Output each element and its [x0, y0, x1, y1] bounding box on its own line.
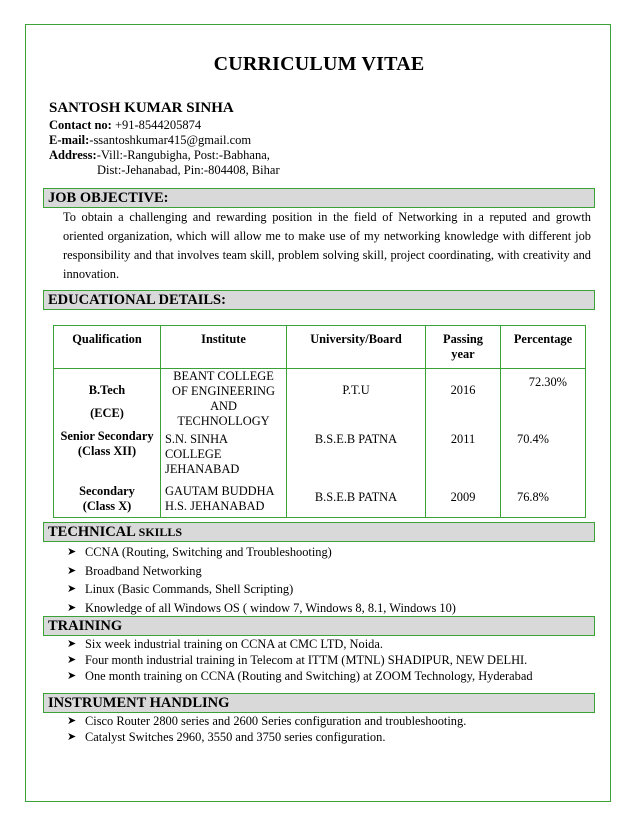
arrow-bullet-icon: ➤ — [67, 601, 77, 614]
training-list — [67, 636, 533, 684]
board-value: P.T.U — [342, 383, 370, 397]
institute-line: S.N. SINHA — [165, 432, 228, 446]
list-item-text: Knowledge of all Windows OS ( window 7, Windows 8, 8.1, Windows 10) — [85, 600, 456, 615]
section-technical-skills — [43, 522, 595, 542]
institute-cell — [161, 429, 287, 484]
institute-cell — [161, 484, 287, 517]
percentage-cell — [501, 429, 586, 484]
list-item-text: One month training on CCNA (Routing and Switching) at ZOOM Technology, Hyderabad — [85, 669, 533, 683]
email-value: -ssantoshkumar415@gmail.com — [89, 133, 252, 147]
header-passing-year: Passing year — [426, 326, 501, 369]
instrument-list — [67, 713, 466, 745]
list-item-text: Cisco Router 2800 series and 2600 Series configuration and troubleshooting. — [85, 714, 467, 728]
list-item-text: Four month industrial training in Telecom at ITTM (MTNL) SHADIPUR, NEW DELHI. — [85, 653, 528, 667]
list-item — [67, 713, 466, 729]
qualification-name: Senior Secondary — [60, 429, 154, 443]
arrow-bullet-icon: ➤ — [67, 670, 77, 682]
institute-line: AND — [210, 399, 237, 413]
arrow-bullet-icon: ➤ — [67, 546, 77, 558]
arrow-bullet-icon: ➤ — [67, 654, 77, 666]
institute-line: JEHANABAD — [165, 462, 240, 476]
section-instrument-handling: INSTRUMENT HANDLING — [43, 693, 595, 713]
year-cell — [426, 429, 501, 484]
header-university: University/Board — [287, 326, 426, 369]
qualification-sub: (Class XII) — [77, 444, 137, 458]
list-item — [67, 636, 533, 652]
list-item — [67, 580, 456, 599]
section-training: TRAINING — [43, 616, 595, 636]
percentage-cell — [501, 484, 586, 517]
header-percentage: Percentage — [501, 326, 586, 369]
board-cell — [287, 429, 426, 484]
qualification-name: B.Tech — [88, 383, 126, 397]
contact-label: Contact no: — [49, 118, 112, 132]
arrow-bullet-icon: ➤ — [67, 564, 77, 577]
qualification-sub: (ECE) — [90, 406, 124, 420]
email-label: E-mail: — [49, 133, 90, 147]
institute-line: BEANT COLLEGE — [173, 369, 274, 383]
contact-number: +91-8544205874 — [114, 118, 202, 132]
list-item — [67, 562, 456, 581]
institute-line: TECHNOLLOGY — [177, 414, 270, 428]
section-technical-label: TECHNICAL — [48, 524, 136, 540]
list-item-text: Linux (Basic Commands, Shell Scripting) — [85, 582, 294, 596]
year-cell — [426, 484, 501, 517]
institute-line: COLLEGE — [165, 447, 222, 461]
section-skills-label: SKILLS — [138, 525, 183, 539]
percentage-value: 72.30% — [528, 375, 567, 389]
list-item-text: Catalyst Switches 2960, 3550 and 3750 series configuration. — [85, 730, 386, 744]
list-item-text: Broadband Networking — [85, 563, 202, 578]
header-institute: Institute — [161, 326, 287, 369]
board-value: B.S.E.B PATNA — [314, 432, 398, 446]
percentage-cell — [501, 369, 586, 430]
institute-cell — [161, 369, 287, 430]
year-cell — [426, 369, 501, 430]
year-value: 2016 — [450, 383, 476, 397]
document-title: CURRICULUM VITAE — [213, 53, 425, 75]
percentage-value: 70.4% — [517, 432, 550, 446]
institute-line: OF ENGINEERING — [172, 384, 275, 398]
address-label: Address: — [49, 148, 97, 162]
arrow-bullet-icon: ➤ — [67, 638, 77, 650]
arrow-bullet-icon: ➤ — [67, 731, 77, 743]
list-item — [67, 599, 456, 618]
qualification-cell — [54, 429, 161, 484]
contact-line — [49, 118, 201, 133]
header-qualification: Qualification — [54, 326, 161, 369]
list-item — [67, 729, 466, 745]
board-cell — [287, 369, 426, 430]
table-row — [54, 429, 586, 484]
table-row — [54, 484, 586, 517]
year-value: 2011 — [450, 432, 476, 446]
board-value: B.S.E.B PATNA — [314, 490, 398, 504]
qualification-name: Secondary — [79, 484, 135, 498]
table-row — [54, 369, 586, 430]
address-line-2: Dist:-Jehanabad, Pin:-804408, Bihar — [97, 163, 280, 177]
arrow-bullet-icon: ➤ — [67, 583, 77, 595]
list-item — [67, 543, 456, 562]
year-value: 2009 — [450, 490, 476, 504]
board-cell — [287, 484, 426, 517]
objective-text: To obtain a challenging and rewarding position in the field of Networking in a reputed and growth oriented organization, which will allow me to make use of my networking knowledge with different job responsibility and that involves team skill, problem solving skill, project coordinating, with creativity and innovation. — [63, 210, 591, 281]
institute-line: GAUTAM BUDDHA — [165, 484, 275, 498]
list-item — [67, 652, 533, 668]
list-item — [67, 668, 533, 684]
arrow-bullet-icon: ➤ — [67, 715, 77, 727]
qualification-cell — [54, 484, 161, 517]
email-line — [49, 133, 251, 148]
technical-skills-list — [67, 543, 456, 617]
candidate-name: SANTOSH KUMAR SINHA — [49, 100, 234, 116]
address-line — [49, 148, 270, 163]
qualification-cell — [54, 369, 161, 430]
address-value-1: -Vill:-Rangubigha, Post:-Babhana, — [96, 148, 270, 162]
education-header-row — [54, 326, 586, 369]
section-job-objective: JOB OBJECTIVE: — [43, 188, 595, 208]
list-item-text: CCNA (Routing, Switching and Troubleshooting) — [85, 545, 332, 559]
list-item-text: Six week industrial training on CCNA at CMC LTD, Noida. — [85, 637, 383, 651]
institute-line: H.S. JEHANABAD — [165, 499, 265, 513]
education-table — [53, 325, 586, 518]
percentage-value: 76.8% — [517, 490, 550, 504]
section-educational-details: EDUCATIONAL DETAILS: — [43, 290, 595, 310]
qualification-sub: (Class X) — [82, 499, 132, 513]
